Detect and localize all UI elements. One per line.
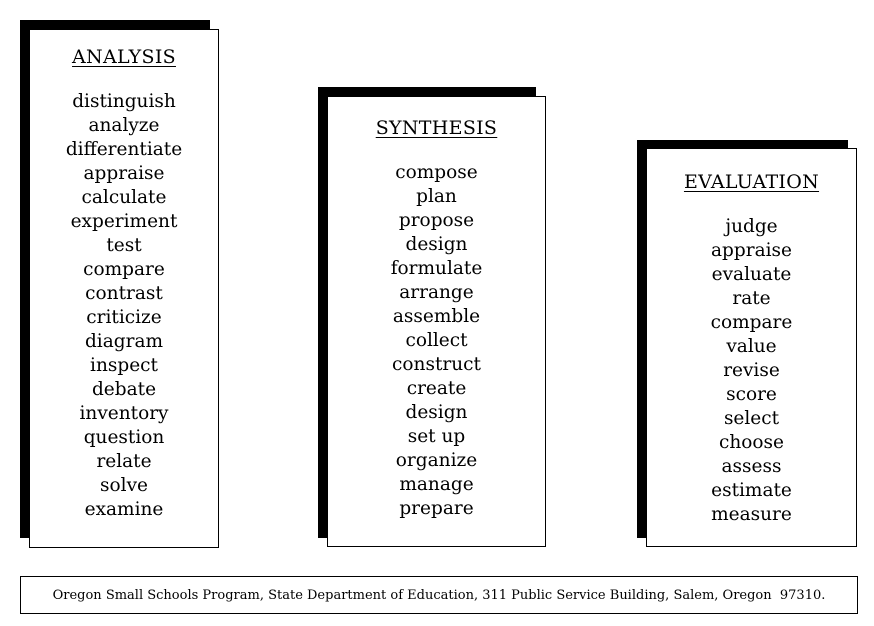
list-item: assess	[721, 456, 782, 477]
list-item: appraise	[83, 163, 165, 184]
analysis-word-list	[30, 90, 218, 522]
list-item: judge	[725, 216, 778, 237]
list-item: analyze	[88, 115, 160, 136]
list-item: relate	[96, 451, 152, 472]
list-item: arrange	[399, 282, 474, 303]
list-item: inventory	[79, 403, 169, 424]
list-item: differentiate	[65, 139, 183, 160]
list-item: calculate	[81, 187, 167, 208]
synthesis-title: SYNTHESIS	[375, 117, 498, 139]
list-item: revise	[723, 360, 780, 381]
list-item: compose	[395, 162, 478, 183]
list-item: assemble	[392, 306, 481, 327]
list-item: test	[106, 235, 142, 256]
list-item: organize	[395, 450, 478, 471]
footer-text: Oregon Small Schools Program, State Department of Education, 311 Public Service Building, Salem, Oregon 97310.	[52, 587, 826, 603]
evaluation-title: EVALUATION	[683, 171, 820, 193]
list-item: rate	[732, 288, 771, 309]
list-item: diagram	[84, 331, 164, 352]
list-item: estimate	[711, 480, 792, 501]
list-item: construct	[392, 354, 481, 375]
list-item: prepare	[399, 498, 474, 519]
list-item: choose	[719, 432, 784, 453]
list-item: create	[406, 378, 467, 399]
list-item: examine	[84, 499, 164, 520]
list-item: appraise	[711, 240, 792, 261]
list-item: formulate	[390, 258, 483, 279]
list-item: distinguish	[72, 91, 176, 112]
synthesis-word-list	[328, 161, 545, 521]
list-item: experiment	[70, 211, 178, 232]
footer-attribution	[20, 576, 858, 614]
list-item: criticize	[86, 307, 162, 328]
list-item: manage	[399, 474, 474, 495]
list-item: compare	[710, 312, 793, 333]
evaluation-word-list	[647, 215, 856, 527]
synthesis-card-body	[327, 96, 546, 547]
list-item: measure	[711, 504, 792, 525]
list-item: design	[405, 234, 468, 255]
list-item: compare	[83, 259, 165, 280]
list-item: solve	[100, 475, 148, 496]
list-item: plan	[416, 186, 457, 207]
list-item: question	[83, 427, 165, 448]
analysis-card-body	[29, 29, 219, 548]
list-item: set up	[407, 426, 466, 447]
evaluation-card-body	[646, 148, 857, 547]
list-item: evaluate	[711, 264, 792, 285]
list-item: contrast	[85, 283, 163, 304]
analysis-title: ANALYSIS	[72, 46, 176, 68]
list-item: value	[726, 336, 777, 357]
list-item: score	[726, 384, 777, 405]
list-item: debate	[91, 379, 157, 400]
list-item: design	[405, 402, 468, 423]
list-item: select	[723, 408, 780, 429]
list-item: collect	[405, 330, 468, 351]
list-item: inspect	[90, 355, 158, 376]
list-item: propose	[398, 210, 475, 231]
